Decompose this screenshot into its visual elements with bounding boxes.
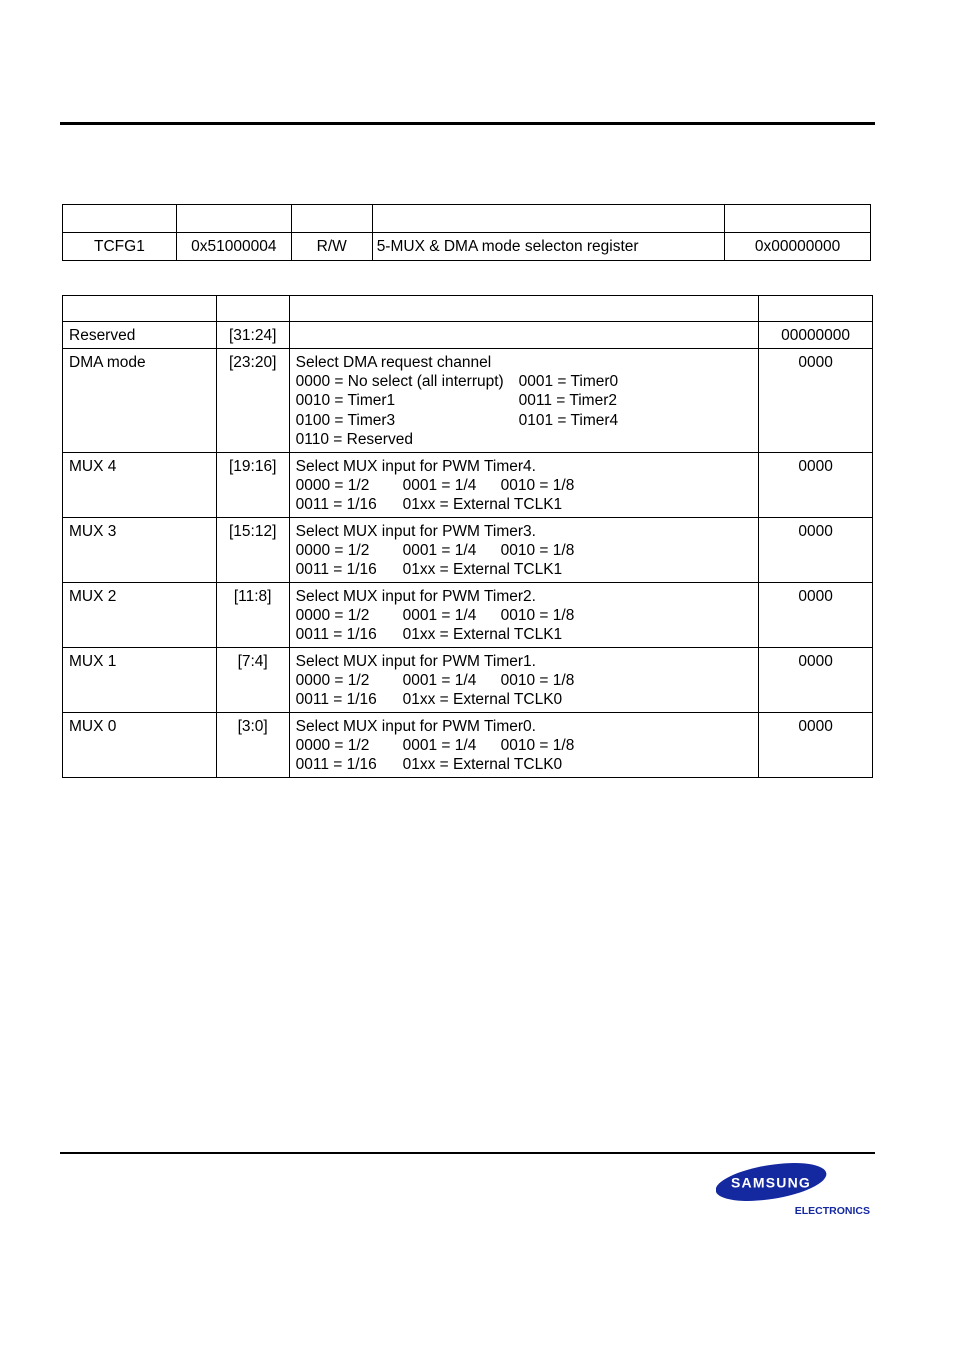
option-line	[296, 606, 753, 625]
logo-brand-text: SAMSUNG	[731, 1174, 811, 1191]
field-name: MUX 4	[63, 453, 217, 518]
register-name: TCFG1	[63, 233, 177, 261]
option: 0000 = 1/2	[295, 607, 370, 625]
footer-rule	[60, 1152, 875, 1154]
field-title: Select MUX input for PWM Timer3.	[295, 523, 536, 540]
field-bits: [15:12]	[216, 518, 289, 583]
option: 0101 = Timer4	[518, 411, 619, 429]
option: 0001 = 1/4	[402, 542, 477, 560]
field-bits: [31:24]	[216, 322, 289, 349]
samsung-logo	[716, 1162, 872, 1220]
field-description	[289, 349, 759, 453]
option: 0000 = 1/2	[295, 737, 370, 755]
field-initial: 0000	[759, 648, 873, 713]
option-line	[296, 690, 753, 709]
option-line	[296, 755, 753, 774]
field-bits: [19:16]	[216, 453, 289, 518]
register-reset-value: 0x00000000	[725, 233, 871, 261]
option-line	[296, 476, 753, 495]
option: 0000 = 1/2	[295, 672, 370, 690]
table-row	[63, 648, 873, 713]
field-initial: 0000	[759, 349, 873, 453]
field-title: Select MUX input for PWM Timer1.	[295, 653, 536, 670]
field-title: Select MUX input for PWM Timer0.	[295, 718, 536, 735]
register-row	[63, 233, 871, 261]
bit-table-header	[63, 296, 873, 322]
option: 01xx = External TCLK1	[402, 496, 563, 514]
table-row	[63, 322, 873, 349]
option-line	[296, 411, 753, 430]
header-cell	[289, 296, 759, 322]
option-line	[296, 560, 753, 579]
option: 0100 = Timer3	[295, 411, 396, 429]
field-description	[289, 322, 759, 349]
option: 0011 = 1/16	[295, 561, 377, 579]
option: 0010 = 1/8	[500, 737, 575, 755]
header-cell	[63, 296, 217, 322]
field-initial: 0000	[759, 453, 873, 518]
table-row	[63, 349, 873, 453]
option: 0010 = Timer1	[295, 392, 396, 410]
field-name: MUX 1	[63, 648, 217, 713]
option: 0001 = 1/4	[402, 737, 477, 755]
field-initial: 0000	[759, 713, 873, 778]
option-line	[296, 736, 753, 755]
header-cell	[759, 296, 873, 322]
register-rw: R/W	[291, 233, 372, 261]
field-name: DMA mode	[63, 349, 217, 453]
option: 0011 = 1/16	[295, 691, 377, 709]
logo-sub-text: ELECTRONICS	[794, 1205, 870, 1217]
option: 0010 = 1/8	[500, 542, 575, 560]
option: 01xx = External TCLK1	[402, 561, 563, 579]
header-cell	[725, 205, 871, 233]
field-description	[289, 583, 759, 648]
field-description	[289, 453, 759, 518]
field-description	[289, 518, 759, 583]
field-bits: [3:0]	[216, 713, 289, 778]
header-rule	[60, 122, 875, 125]
option-line	[296, 671, 753, 690]
header-cell	[176, 205, 291, 233]
header-cell	[372, 205, 724, 233]
option: 0000 = 1/2	[295, 477, 370, 495]
option: 0001 = Timer0	[518, 373, 619, 391]
option-line	[296, 391, 753, 410]
field-initial: 00000000	[759, 322, 873, 349]
option-line	[296, 625, 753, 644]
option: 0000 = 1/2	[295, 542, 370, 560]
option: 0011 = 1/16	[295, 496, 377, 514]
table-row	[63, 583, 873, 648]
table-row	[63, 713, 873, 778]
field-bits: [23:20]	[216, 349, 289, 453]
option: 0011 = 1/16	[295, 626, 377, 644]
field-name: MUX 0	[63, 713, 217, 778]
option: 0010 = 1/8	[500, 672, 575, 690]
option: 0000 = No select (all interrupt)	[295, 373, 504, 391]
option: 0010 = 1/8	[500, 477, 575, 495]
field-bits: [11:8]	[216, 583, 289, 648]
table-row	[63, 518, 873, 583]
option: 0110 = Reserved	[295, 430, 413, 448]
option-line	[296, 430, 753, 449]
field-name: Reserved	[63, 322, 217, 349]
header-cell	[216, 296, 289, 322]
field-title: Select MUX input for PWM Timer2.	[295, 588, 536, 605]
bit-field-table	[62, 295, 873, 778]
option-line	[296, 372, 753, 391]
option: 0011 = Timer2	[518, 392, 617, 410]
option-line	[296, 541, 753, 560]
header-cell	[63, 205, 177, 233]
option: 0001 = 1/4	[402, 607, 477, 625]
field-title: Select DMA request channel	[295, 354, 492, 371]
field-initial: 0000	[759, 518, 873, 583]
field-description	[289, 648, 759, 713]
option: 0001 = 1/4	[402, 477, 477, 495]
table-row	[63, 453, 873, 518]
header-cell	[291, 205, 372, 233]
option: 0001 = 1/4	[402, 672, 477, 690]
register-address: 0x51000004	[176, 233, 291, 261]
field-name: MUX 3	[63, 518, 217, 583]
option: 0011 = 1/16	[295, 756, 377, 774]
field-name: MUX 2	[63, 583, 217, 648]
register-description: 5-MUX & DMA mode selecton register	[372, 233, 724, 261]
option: 01xx = External TCLK0	[402, 756, 563, 774]
register-table-header	[63, 205, 871, 233]
option: 01xx = External TCLK0	[402, 691, 563, 709]
option: 01xx = External TCLK1	[402, 626, 563, 644]
option: 0010 = 1/8	[500, 607, 575, 625]
field-title: Select MUX input for PWM Timer4.	[295, 458, 536, 475]
field-bits: [7:4]	[216, 648, 289, 713]
register-table	[62, 204, 871, 261]
field-description	[289, 713, 759, 778]
option-line	[296, 495, 753, 514]
field-initial: 0000	[759, 583, 873, 648]
